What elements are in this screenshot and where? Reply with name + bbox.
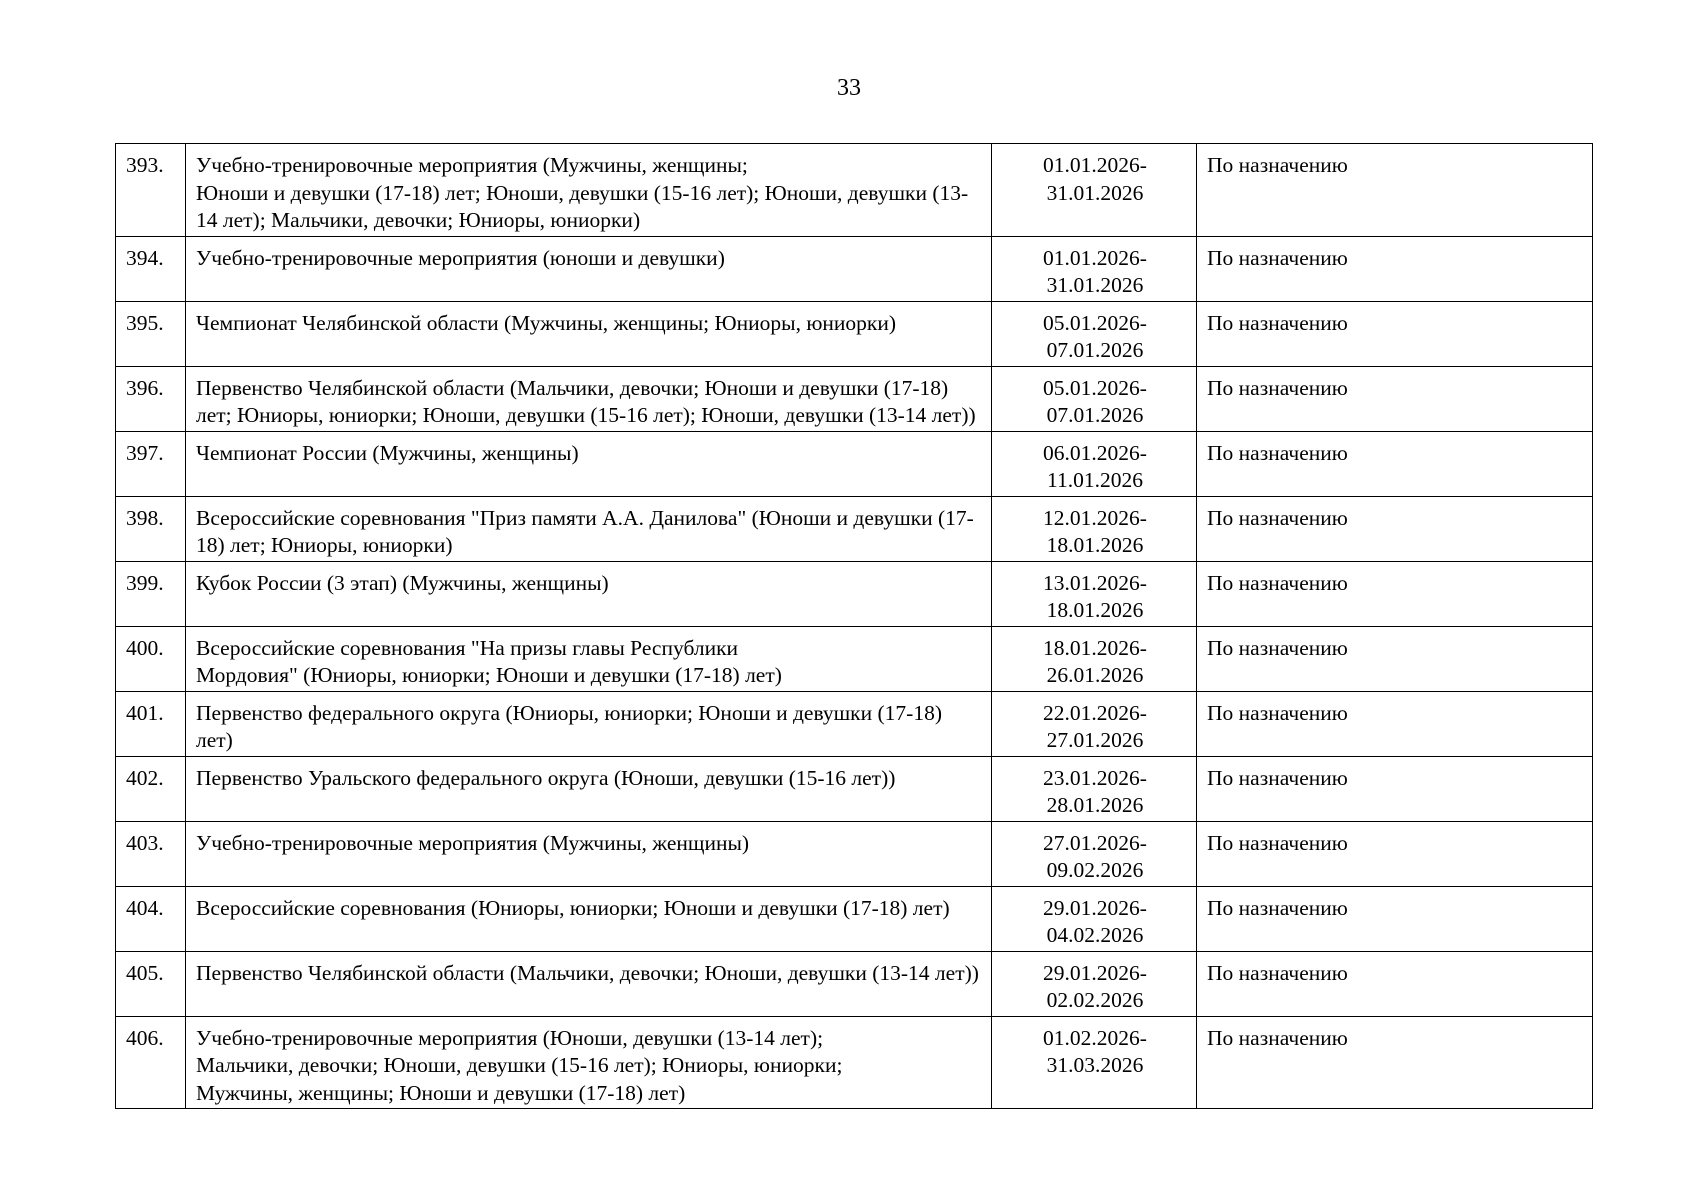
event-dates [992, 431, 1197, 496]
event-name: Чемпионат России (Мужчины, женщины) [186, 431, 992, 496]
date-start: 23.01.2026- [1043, 765, 1147, 790]
event-name: Первенство Челябинской области (Мальчики, девочки; Юноши и девушки (17-18) лет; Юниоры, юниорки; Юноши, девушки (15-16 лет); Юноши, девушки (13-14 лет)) [186, 366, 992, 431]
event-place: По назначению [1197, 144, 1593, 237]
event-place: По назначению [1197, 951, 1593, 1016]
event-place: По назначению [1197, 821, 1593, 886]
date-start: 29.01.2026- [1043, 895, 1147, 920]
table-row [116, 1016, 1593, 1109]
date-end: 09.02.2026 [1046, 858, 1144, 882]
date-start: 12.01.2026- [1043, 505, 1147, 530]
table-row [116, 561, 1593, 626]
row-number: 404. [116, 886, 186, 951]
event-dates [992, 626, 1197, 691]
table-row [116, 496, 1593, 561]
row-number: 400. [116, 626, 186, 691]
table-row [116, 821, 1593, 886]
date-end: 07.01.2026 [1046, 338, 1144, 362]
date-end: 04.02.2026 [1046, 923, 1144, 947]
date-start: 29.01.2026- [1043, 960, 1147, 985]
event-place: По назначению [1197, 301, 1593, 366]
event-name: Кубок России (3 этап) (Мужчины, женщины) [186, 561, 992, 626]
row-number: 402. [116, 756, 186, 821]
event-name: Всероссийские соревнования "На призы главы Республики Мордовия" (Юниоры, юниорки; Юноши и девушки (17-18) лет) [186, 626, 992, 691]
event-dates [992, 1016, 1197, 1109]
row-number: 399. [116, 561, 186, 626]
row-number: 396. [116, 366, 186, 431]
date-start: 01.01.2026- [1043, 153, 1147, 177]
table-row [116, 301, 1593, 366]
date-start: 18.01.2026- [1043, 635, 1147, 660]
date-end: 11.01.2026 [1047, 468, 1143, 492]
event-dates [992, 886, 1197, 951]
date-end: 02.02.2026 [1046, 988, 1144, 1012]
date-start: 13.01.2026- [1043, 570, 1147, 595]
event-dates [992, 236, 1197, 301]
date-end: 31.01.2026 [1046, 273, 1144, 297]
table-row [116, 236, 1593, 301]
table-row [116, 691, 1593, 756]
event-name: Всероссийские соревнования "Приз памяти А.А. Данилова" (Юноши и девушки (17-18) лет; Юниоры, юниорки) [186, 496, 992, 561]
event-name: Учебно-тренировочные мероприятия (Мужчины, женщины; Юноши и девушки (17-18) лет; Юноши, девушки (15-16 лет); Юноши, девушки (13-14 лет); Мальчики, девочки; Юниоры, юниорки) [186, 144, 992, 237]
page-number: 33 [837, 75, 861, 101]
date-start: 22.01.2026- [1043, 700, 1147, 725]
event-place: По назначению [1197, 561, 1593, 626]
table-row [116, 366, 1593, 431]
row-number: 395. [116, 301, 186, 366]
event-place: По назначению [1197, 236, 1593, 301]
event-place: По назначению [1197, 756, 1593, 821]
table-row [116, 886, 1593, 951]
row-number: 398. [116, 496, 186, 561]
event-name: Первенство Челябинской области (Мальчики, девочки; Юноши, девушки (13-14 лет)) [186, 951, 992, 1016]
table-row [116, 626, 1593, 691]
event-name: Учебно-тренировочные мероприятия (Юноши, девушки (13-14 лет); Мальчики, девочки; Юноши, девушки (15-16 лет); Юниоры, юниорки; Мужчины, женщины; Юноши и девушки (17-18) лет) [186, 1016, 992, 1109]
row-number: 403. [116, 821, 186, 886]
date-end: 07.01.2026 [1046, 403, 1144, 427]
event-dates [992, 951, 1197, 1016]
date-end: 27.01.2026 [1046, 728, 1144, 752]
row-number: 393. [116, 144, 186, 237]
row-number: 397. [116, 431, 186, 496]
event-place: По назначению [1197, 366, 1593, 431]
date-start: 05.01.2026- [1043, 375, 1147, 400]
date-start: 05.01.2026- [1043, 310, 1147, 335]
table-row [116, 951, 1593, 1016]
date-end: 28.01.2026 [1046, 793, 1144, 817]
date-end: 31.03.2026 [1046, 1053, 1144, 1077]
event-name: Учебно-тренировочные мероприятия (юноши и девушки) [186, 236, 992, 301]
table-row [116, 756, 1593, 821]
event-dates [992, 561, 1197, 626]
event-place: По назначению [1197, 626, 1593, 691]
event-dates [992, 366, 1197, 431]
event-place: По назначению [1197, 886, 1593, 951]
event-name: Первенство Уральского федерального округа (Юноши, девушки (15-16 лет)) [186, 756, 992, 821]
event-place: По назначению [1197, 691, 1593, 756]
event-place: По назначению [1197, 431, 1593, 496]
events-table-body [116, 144, 1593, 1109]
date-end: 26.01.2026 [1046, 663, 1144, 687]
row-number: 406. [116, 1016, 186, 1109]
event-name: Чемпионат Челябинской области (Мужчины, женщины; Юниоры, юниорки) [186, 301, 992, 366]
event-dates [992, 821, 1197, 886]
table-row [116, 431, 1593, 496]
event-name: Первенство федерального округа (Юниоры, юниорки; Юноши и девушки (17-18) лет) [186, 691, 992, 756]
date-start: 27.01.2026- [1043, 830, 1147, 855]
date-end: 18.01.2026 [1046, 533, 1144, 557]
event-dates [992, 691, 1197, 756]
date-end: 31.01.2026 [1046, 180, 1144, 205]
events-table [115, 143, 1593, 1109]
row-number: 405. [116, 951, 186, 1016]
table-row [116, 144, 1593, 237]
event-place: По назначению [1197, 496, 1593, 561]
date-start: 06.01.2026- [1043, 440, 1147, 465]
event-place: По назначению [1197, 1016, 1593, 1109]
date-start: 01.01.2026- [1043, 245, 1147, 270]
event-name: Всероссийские соревнования (Юниоры, юниорки; Юноши и девушки (17-18) лет) [186, 886, 992, 951]
row-number: 394. [116, 236, 186, 301]
row-number: 401. [116, 691, 186, 756]
date-end: 18.01.2026 [1046, 598, 1144, 622]
event-dates [992, 301, 1197, 366]
event-dates [992, 756, 1197, 821]
event-dates [992, 144, 1197, 237]
event-name: Учебно-тренировочные мероприятия (Мужчины, женщины) [186, 821, 992, 886]
event-dates [992, 496, 1197, 561]
date-start: 01.02.2026- [1043, 1025, 1147, 1050]
